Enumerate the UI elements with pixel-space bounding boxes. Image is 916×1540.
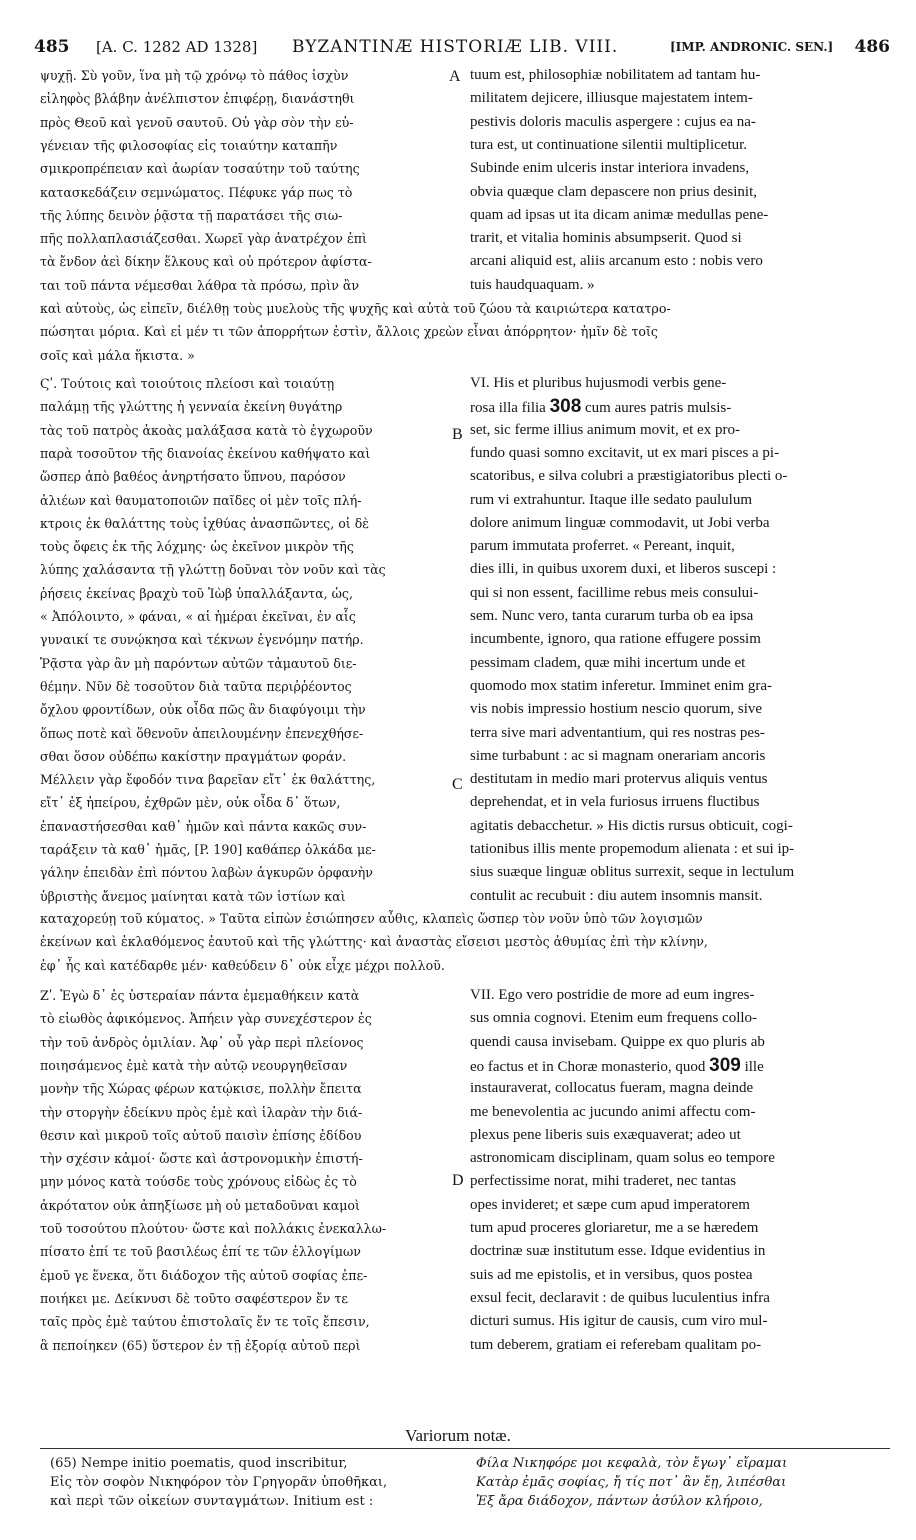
header-title: BYZANTINÆ HISTORIÆ LIB. VIII. [292,37,619,57]
header-dates: [A. C. 1282 AD 1328] [96,38,258,56]
latin-text-line: pestivis doloris maculis aspergere : cujus ea na- [470,113,756,130]
latin-text-line: sime turbabunt : ac si magnam onerariam ancoris [470,747,766,764]
latin-text-line: exsul fecit, declaravit : de quibus luculentius infra [470,1289,770,1306]
latin-text-line: VII. Ego vero postridie de more ad eum ingres- [470,987,755,1003]
greek-text-line: τὴν τοῦ ἀνδρὸς ὁμιλίαν. Ἀφ᾽ οὗ γὰρ περὶ πλείονος [40,1034,364,1050]
greek-text-line: ἐπαναστήσεσθαι καθ᾽ ἡμῶν καὶ πάντα κακῶς συν- [40,818,367,834]
latin-text-line: dicturi sumus. His igitur de causis, cum viro mul- [470,1313,768,1330]
latin-text-line: sus omnia cognovi. Etenim eum frequens collo- [470,1010,758,1027]
latin-text-line: me benevolentia ac jucundo animi affectu com- [470,1103,756,1120]
greek-text-line: τὸ εἰωθὸς ἀφικόμενος. Ἀπήειν γὰρ συνεχέστερον ἐς [40,1011,372,1027]
greek-text-line: ψυχῇ. Σὺ γοῦν, ἵνα μὴ τῷ χρόνῳ τὸ πάθος ἰσχὺν [40,68,349,83]
greek-text-line: ποιήκει με. Δείκνυσι δὲ τοῦτο σαφέστερον ἔν τε [40,1290,348,1306]
greek-text-line: μονὴν τῆς Χώρας φέρων κατῴκισε, πολλὴν ἔπειτα [40,1081,362,1097]
latin-text-line: rum vi extrahuntur. Itaque ille sedato paululum [470,491,753,508]
latin-text-line: plexus pene liberis suis exæquaverat; adeo ut [470,1126,741,1143]
latin-text-line: perfectissime norat, mihi traderet, nec tantas [470,1173,737,1190]
notes-divider [40,1448,890,1449]
greek-text-line: ἐφ᾽ ἧς καὶ κατέδαρθε μέν· καθεύδειν δ᾽ οὐκ εἶχε μέχρι πολλοῦ. [40,957,445,973]
greek-text-line: τοῦ τοσούτου πλούτου· ὥστε καὶ πολλάκις ἐνεκαλλω- [40,1221,387,1236]
margin-marker-b: B [452,426,463,443]
variorum-notes-title: Variorum notæ. [405,1426,511,1445]
note-greek-verse-line: Ἐξ ἄρα διάδοχον, πάντων ἀσύλον κλήροιο, [476,1494,763,1509]
greek-text-line: θεσιν καὶ μικροῦ τοῖς αὐτοῦ παισὶν ἐπίσης ἐδίδου [40,1127,362,1143]
latin-text-line: militatem dejicere, illiusque majestatem intem- [470,90,753,107]
greek-text-line: ὑβριστὴς ἄνεμος μαίνηται κατὰ τῶν ἱστίων καὶ [40,888,346,904]
header-emperor: [IMP. ANDRONIC. SEN.] [670,40,834,54]
latin-text-line: trarit, et vitalia hominis absumpserit. Quod si [470,230,742,247]
greek-text-line: τῆς λύπης δεινὸν ῥᾷστα τῇ παρατάσει τῆς σιω- [40,207,343,223]
greek-text-line: ὄχλου φροντίδων, οὐκ οἶδα πῶς ἂν διαφύγοιμι τὴν [40,702,366,718]
greek-text-line: ταράξειν τὰ καθ᾽ ἡμᾶς, [P. 190] καθάπερ ὁλκάδα με- [40,842,376,857]
greek-text-line: τὴν στοργὴν ἐδείκνυ πρὸς ἐμὲ καὶ ἱλαρὰν τὴν διά- [40,1104,363,1120]
latin-text-line: fundo quasi somno excitavit, ut ex mari pisces a pi- [470,444,780,461]
latin-text-line: tum apud proceres gloriaretur, me a se hæredem [470,1220,759,1236]
latin-text-line: sius suæque linguæ oblitus surrexit, seque in lectulum [470,864,795,881]
greek-text-line: λύπης χαλάσαντα τῇ γλώττῃ δοῦναι τὸν νοῦν καὶ τὰς [40,562,386,578]
greek-text-line: ἁλιέων καὶ θαυματοποιῶν παῖδες οἱ μὲν τοῖς πλή- [40,492,362,508]
latin-text-line: instauraverat, collocatus fueram, magna deinde [470,1080,754,1097]
greek-text-line: ῥήσεις ἐκείνας βραχὺ τοῦ Ἰὼβ ὑπαλλάξαντα, ὡς, [40,585,353,601]
greek-text-line: πώσηται μόρια. Καὶ εἰ μέν τι τῶν ἀπορρήτων ἐστὶν, ἄλλοις χρεὼν εἶναι ἀπόρρητον· ἡμῖν δὲ τοῖς [40,324,658,340]
latin-text-line: opes invideret; et sæpe cum apud imperatorem [470,1196,750,1213]
latin-text-line: dies illi, in quibus uxorem duxi, et liberos suscepi : [470,561,777,578]
greek-text-line: Ῥᾷστα γὰρ ἂν μὴ παρόντων αὐτῶν τἀμαυτοῦ διε- [40,655,357,671]
greek-text-line: ἐκείνων καὶ ἐκλαθόμενος ἑαυτοῦ καὶ τῆς γλώττης· καὶ ἀναστὰς εἴσεισι μεστὸς ἀθυμίας ἐπὶ τὴν κλίνην, [40,934,708,950]
latin-text-line: vis nobis impressio hostium nescio quorum, sive [470,701,763,718]
greek-text-line: καὶ αὐτοὺς, ὡς εἰπεῖν, διέλθῃ τοὺς μυελοὺς τῆς ψυχῆς καὶ αὐτὰ τοῦ ζώου τὰ καιριώτερα κατατρο- [40,301,671,316]
latin-text-line: contulit ac recubuit : diu autem insomnis mansit. [470,887,763,904]
greek-text-line: ποιησάμενος ἐμὲ κατὰ τὴν αὐτῷ νεουργηθεῖσαν [40,1057,348,1073]
latin-text-line: parum immutata proferret. « Pereant, inquit, [470,538,735,555]
margin-marker-c: C [452,776,463,793]
greek-text-line: ἐμοῦ γε ἕνεκα, ὅτι διάδοχον τῆς αὐτοῦ σοφίας ἐπε- [40,1267,368,1283]
latin-text-line: tuis haudquaquam. » [470,276,595,293]
latin-text-line: rosa illa filia 308 cum aures patris mulsis- [470,396,732,418]
greek-text-line: καταχορεύῃ τοῦ κύματος. » Ταῦτα εἰπὼν ἐσιώπησεν αὖθις, κλαπεὶς ὥσπερ τὸν νοῦν ὑπὸ τῶν λογισμῶν [40,911,703,926]
greek-text-line: ὥσπερ ἀπὸ βαθέος ἀνηρτήσατο ὕπνου, παρόσον [40,469,346,485]
latin-text-line: quendi causa invisebam. Quippe ex quo pluris ab [470,1033,765,1050]
greek-text-line: κτροις ἐκ θαλάττης τοὺς ἰχθύας ἀνασπῶντες, οἱ δὲ [40,515,370,531]
note-latin-line: Εἰς τὸν σοφὸν Νικηφόρον τὸν Γρηγορᾶν ὑποθῆκαι, [50,1475,388,1490]
greek-text-line: πῆς πολλαπλασιάζεσθαι. Χωρεῖ γὰρ ἀνατρέχον ἐπὶ [40,231,367,247]
note-latin-line: (65) Nempe initio poematis, quod inscribitur, [50,1456,348,1471]
latin-text-line: scatoribus, e silva colubri a præstigiatoribus plecti o- [470,468,788,485]
greek-text-line: θέμην. Νῦν δὲ τοσοῦτον διὰ ταῦτα περιῤῥέοντος [40,678,352,694]
latin-text-line: quam ad ipsas ut ita dicam animæ medullas pene- [470,206,769,223]
greek-text-line: εἴτ᾽ ἐξ ἠπείρου, ἐχθρῶν μὲν, οὐκ οἶδα δ᾽ ὅτων, [40,795,341,811]
page-number-309: 309 [709,1054,741,1076]
greek-text-line: κατασκεδάζειν σεμνώματος. Πέφυκε γάρ πως τὸ [40,184,353,200]
greek-text-line: τὰς τοῦ πατρὸς ἀκοὰς μαλάξασα κατὰ τὸ ἐγχωροῦν [40,422,373,438]
greek-text-line: « Ἀπόλοιντο, » φάναι, « αἱ ἡμέραι ἐκεῖναι, ἐν αἷς [40,609,356,624]
greek-text-line: τὰ ἔνδον ἀεὶ δίκην ἕλκους καὶ οὐ πρότερον ἀφίστα- [40,254,372,270]
greek-text-line: γένειαν τῆς φιλοσοφίας εἰς τοιαύτην καταπῆν [40,137,338,153]
greek-text-line: τοὺς ὄφεις ἐκ τῆς λόχμης· ὡς ἐκεῖνον μικρὸν τῆς [40,539,354,555]
greek-text-line: σμικροπρέπειαν καὶ ἀωρίαν τοσαύτην τοῦ ταύτης [40,161,360,177]
page-number-left: 485 [34,37,70,57]
margin-marker-d: D [452,1172,464,1189]
greek-text-line: τὴν σχέσιν κἀμοί· ὥστε καὶ ἀστρονομικὴν ἐπιστή- [40,1151,363,1167]
greek-text-line: ὅπως ποτὲ καὶ ὅθενοῦν ἀπειλουμένην ἐπενεχθήσε- [40,725,364,741]
greek-text-line: σθαι ὅσον οὐδέπω κακίστην πραγμάτων φοράν. [40,748,347,764]
greek-text-line: Μέλλειν γὰρ ἔφοδόν τινα βαρεῖαν εἴτ᾽ ἐκ θαλάττης, [40,772,376,788]
greek-text-line: σοῖς καὶ μάλα ἥκιστα. » [40,347,195,363]
latin-text-line: tura est, ut continuatione silentii multiplicetur. [470,136,748,153]
greek-text-line: γάλην ἐπειδὰν ἐπὶ πόντου λαβὼν ἀγκυρῶν ὀρφανὴν [40,865,373,881]
latin-text-line: qui si non essent, facillime rebus meis consului- [470,584,759,601]
greek-text-line: ἃ πεποίηκεν (65) ὕστερον ἐν τῇ ἐξορίᾳ αὐτοῦ περὶ [40,1337,361,1353]
margin-marker-a: A [449,68,461,85]
greek-text-line: Ζʹ. Ἐγὼ δ᾽ ἐς ὑστεραίαν πάντα ἐμεμαθήκειν κατὰ [40,988,360,1003]
greek-text-line: ταῖς πρὸς ἐμὲ ταύτου ἐπιστολαῖς ἔν τε τοῖς ἔπεσιν, [40,1314,370,1330]
latin-text-line: incumbente, ignoro, qua ratione effugere possim [470,631,761,648]
page-number-right: 486 [854,37,890,57]
greek-text-line: ται τοῦ πάντα νέμεσθαι λάθρα τὰ πρόσω, πρὶν ἂν [40,277,360,293]
latin-text-line: set, sic ferme illius animum movit, et ex pro- [470,421,740,438]
latin-text-line: Subinde enim ulceris instar interiora invadens, [470,160,750,177]
note-latin-line: καὶ περὶ τῶν οἰκείων συνταγμάτων. Initium est : [50,1494,374,1509]
latin-text-line: tuum est, philosophiæ nobilitatem ad tantam hu- [470,67,761,83]
latin-text-line: destitutam in medio mari protervus aliquis ventus [470,771,768,788]
latin-text-line: tationibus illis mente propemodum alienata : et sui ip- [470,841,795,857]
latin-text-line: sem. Nunc vero, tanta curarum turba ob ea ipsa [470,608,754,624]
greek-text-line: Ϛʹ. Τούτοις καὶ τοιούτοις πλείοσι καὶ τοιαύτῃ [40,376,335,391]
latin-text-line: obvia quæque clam depascere non prius desinit, [470,183,758,200]
latin-text-line: dolore animum linguæ commodavit, ut Jobi verba [470,514,770,531]
latin-text-line: eo factus et in Choræ monasterio, quod 309 ille [470,1054,764,1076]
greek-text-line: ἀκρότατον οὐκ ἀπηξίωσε μὴ οὐ μεταδοῦναι καμοὶ [40,1197,360,1213]
greek-text-line: εἰληφὸς βλάβην ἀνέλπιστον ἐπιφέρῃ, διανάστηθι [40,91,355,107]
greek-text-line: παλάμῃ τῆς γλώττης ἡ γενναία ἐκείνη θυγάτηρ [40,399,343,415]
page-number-308: 308 [549,396,582,418]
latin-text-line: VI. His et pluribus hujusmodi verbis gene- [470,375,727,391]
latin-text-line: quomodo mox statim inferetur. Imminet enim gra- [470,677,773,694]
latin-text-line: tum deberem, gratiam ei referebam qualitam po- [470,1336,762,1353]
latin-text-line: suis ad me epistolis, et in versibus, quos postea [470,1266,753,1283]
latin-text-line: pessimam cladem, quæ mihi incertum unde et [470,654,746,671]
greek-text-line: παρὰ τοσοῦτον τῆς διανοίας ἐκείνου καθήψατο καὶ [40,445,371,461]
note-greek-verse-line: Φίλα Νικηφόρε μοι κεφαλὰ, τὸν ἔγωγ᾽ εἴραμαι [476,1456,788,1471]
latin-text-line: terra sive mari adventantium, qui res nostras pes- [470,724,765,741]
latin-text-line: astronomicam disciplinam, quam solus eo tempore [470,1150,775,1167]
latin-text-line: doctrinæ suæ institutum esse. Idque evidentius in [470,1243,766,1260]
greek-text-line: μην μόνος κατὰ τούσδε τοὺς χρόνους εἰδὼς ἐς τὸ [40,1174,357,1190]
greek-text-line: γυναικί τε συνῴκησα καὶ τέκνων ἐγενόμην πατήρ. [40,632,364,648]
running-header [34,36,890,58]
greek-text-line: πρὸς Θεοῦ καὶ γενοῦ σαυτοῦ. Οὐ γὰρ σὸν τὴν εὐ- [40,114,354,130]
greek-text-line: πίσατο ἐπί τε τοῦ βασιλέως ἐπί τε τῶν ἐλλογίμων [40,1244,361,1260]
latin-text-line: deprehendat, et in vela furiosus irruens fluctibus [470,794,760,811]
note-greek-verse-line: Κατὰρ ἐμᾶς σοφίας, ἤ τίς ποτ᾽ ἂν ἔῃ, λιπέσθαι [476,1475,787,1490]
latin-text-line: agitatis debacchetur. » His dictis rursus obticuit, cogi- [470,817,793,834]
latin-text-line: arcani aliquid est, aliis arcanum esto : nobis vero [470,253,763,270]
